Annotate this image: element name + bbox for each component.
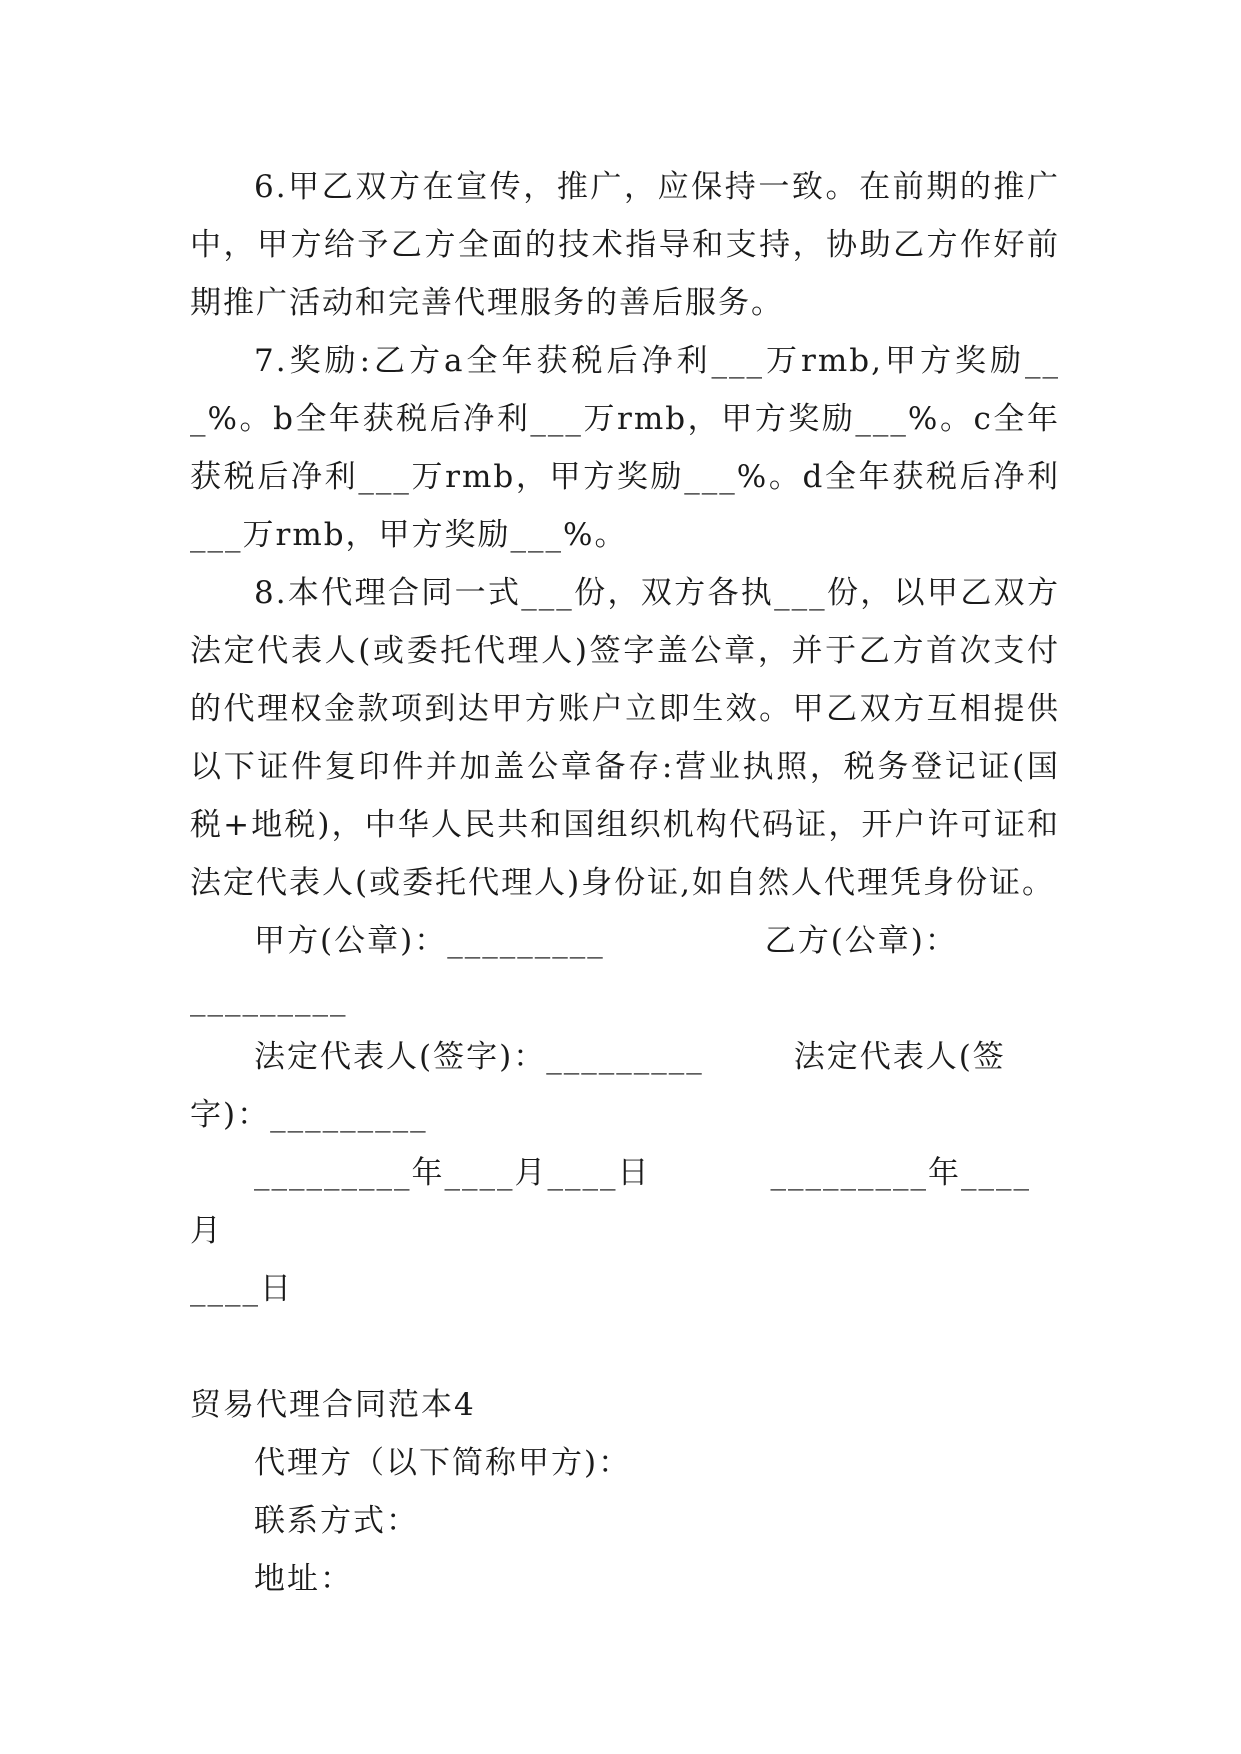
party-b-seal-blank: _________ (190, 981, 348, 1017)
agent-party-field: 代理方（以下简称甲方)： (254, 1445, 632, 1481)
rep-b-cont: 字)：_________ (190, 1097, 428, 1133)
rep-row (190, 1028, 1060, 1086)
clause-6: 6.甲乙双方在宣传，推广，应保持一致。在前期的推广中，甲方给予乙方全面的技术指导和支持，协助乙方作好前期推广活动和完善代理服务的善后服务。 (190, 169, 1060, 321)
party-a-seal: 甲方(公章)：_________ (254, 923, 605, 959)
date-a: _________年____月____日 (254, 1155, 651, 1191)
document-page (190, 158, 1060, 1608)
rep-a: 法定代表人(签字)：_________ (254, 1039, 704, 1075)
contact-field: 联系方式： (254, 1503, 419, 1539)
date-b-cont: ____日 (190, 1271, 293, 1307)
date-row (190, 1144, 1060, 1260)
date-b: _________年____月 (190, 1155, 1031, 1249)
clause-7: 7.奖励:乙方a全年获税后净利___万rmb,甲方奖励___%。b全年获税后净利___万rmb，甲方奖励___%。c全年获税后净利___万rmb，甲方奖励___%。d全年获税后净利___万rmb，甲方奖励___%。 (190, 343, 1060, 553)
rep-b: 法定代表人(签 (793, 1039, 1006, 1075)
seal-row (190, 912, 1060, 970)
next-section-title: 贸易代理合同范本4 (190, 1387, 476, 1423)
party-b-seal: 乙方(公章)： (764, 923, 958, 959)
address-field: 地址： (254, 1561, 353, 1597)
clause-8: 8.本代理合同一式___份，双方各执___份，以甲乙双方法定代表人(或委托代理人)签字盖公章，并于乙方首次支付的代理权金款项到达甲方账户立即生效。甲乙双方互相提供以下证件复印件并加盖公章备存:营业执照，税务登记证(国税+地税)，中华人民共和国组织机构代码证，开户许可证和法定代表人(或委托代理人)身份证,如自然人代理凭身份证。 (190, 575, 1060, 901)
